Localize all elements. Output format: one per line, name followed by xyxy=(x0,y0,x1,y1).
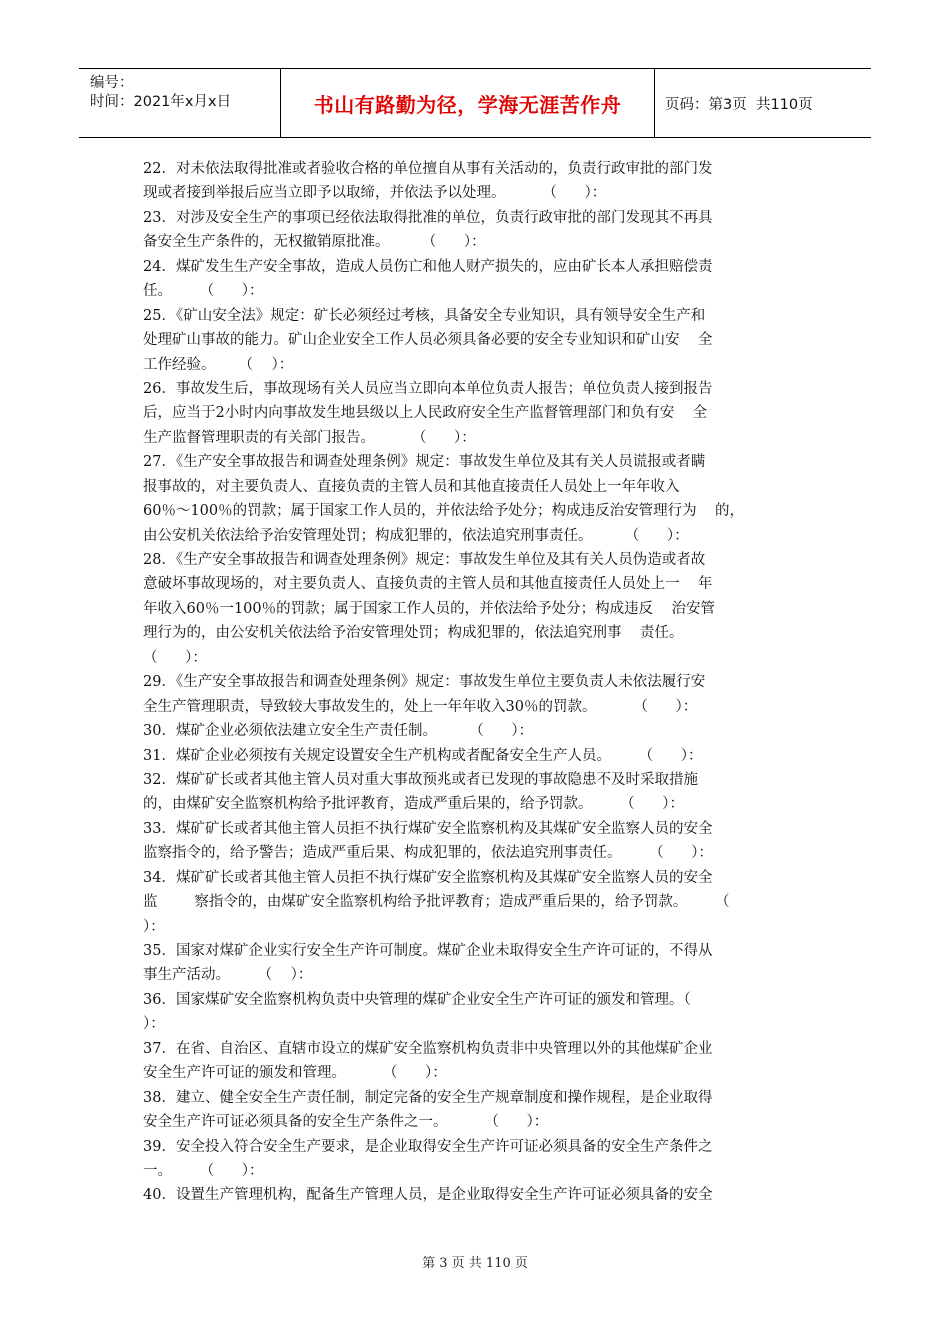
body-text-line: 35．国家对煤矿企业实行安全生产许可制度。煤矿企业未取得安全生产许可证的，不得从 xyxy=(143,943,713,959)
body-text-line: （ ）： xyxy=(143,649,207,666)
document-body xyxy=(143,157,813,1208)
body-text-line: 意破坏事故现场的，对主要负责人、直接负责的主管人员和其他直接责任人员处上一 年 xyxy=(143,576,713,593)
body-text-line: 23．对涉及安全生产的事项已经依法取得批准的单位，负责行政审批的部门发现其不再具 xyxy=(143,209,713,226)
body-text-line: 备安全生产条件的，无权撤销原批准。 （ ）： xyxy=(143,234,486,251)
body-text-line: 处理矿山事故的能力。矿山企业安全工作人员必须具备必要的安全专业知识和矿山安 全 xyxy=(143,332,713,349)
body-text-line: 36．国家煤矿安全监察机构负责中央管理的煤矿企业安全生产许可证的颁发和管理。（ xyxy=(143,991,691,1008)
body-text-line: 28．《生产安全事故报告和调查处理条例》规定：事故发生单位及其有关人员伪造或者故 xyxy=(143,552,706,568)
body-text-line: 现或者接到举报后应当立即予以取缔，并依法予以处理。 （ ）： xyxy=(143,185,607,202)
body-text-line: 事生产活动。 （ ）： xyxy=(143,967,313,984)
body-text-line: 工作经验。 （ ）： xyxy=(143,356,294,373)
body-text-line: 任。 （ ）： xyxy=(143,283,264,300)
body-text-line: 40．设置生产管理机构，配备生产管理人员，是企业取得安全生产许可证必须具备的安全 xyxy=(143,1187,713,1204)
body-text-line: 22．对未依法取得批准或者验收合格的单位擅自从事有关活动的，负责行政审批的部门发 xyxy=(143,161,713,177)
body-text-line: 37．在省、自治区、直辖市设立的煤矿安全监察机构负责非中央管理以外的其他煤矿企业 xyxy=(143,1040,713,1057)
body-text-line: 报事故的，对主要负责人、直接负责的主管人员和其他直接责任人员处上一年年收入 xyxy=(143,478,680,495)
body-text-line: 38．建立、健全安全生产责任制，制定完备的安全生产规章制度和操作规程，是企业取得 xyxy=(143,1089,713,1106)
body-text-line: 全生产管理职责，导致较大事故发生的，处上一年年收入30％的罚款。 （ ）： xyxy=(143,698,698,715)
body-text-line: 后，应当于2小时内向事故发生地县级以上人民政府安全生产监督管理部门和负有安 全 xyxy=(143,405,708,422)
body-text-line: 30．煤矿企业必须依法建立安全生产责任制。 （ ）： xyxy=(143,723,534,740)
body-text-line: 26．事故发生后，事故现场有关人员应当立即向本单位负责人报告；单位负责人接到报告 xyxy=(143,380,713,397)
body-text-line: 31．煤矿企业必须按有关规定设置安全生产机构或者配备安全生产人员。 （ ）： xyxy=(143,747,703,764)
body-text-line: 安全生产许可证的颁发和管理。 （ ）： xyxy=(143,1065,447,1082)
footer-page-number: 第 3 页 共 110 页 xyxy=(422,1256,528,1271)
body-text-line: 25．《矿山安全法》规定：矿长必须经过考核，具备安全专业知识，具有领导安全生产和 xyxy=(143,307,706,324)
body-text-line: 39．安全投入符合安全生产要求，是企业取得安全生产许可证必须具备的安全生产条件之 xyxy=(143,1138,713,1155)
body-text-line: 24．煤矿发生生产安全事故，造成人员伤亡和他人财产损失的，应由矿长本人承担赔偿责 xyxy=(143,258,713,275)
body-text-line: ）： xyxy=(143,918,165,935)
body-text-line: 安全生产许可证必须具备的安全生产条件之一。 （ ）： xyxy=(143,1114,549,1131)
body-text-line: 一。 （ ）： xyxy=(143,1162,264,1179)
body-text-line: 27．《生产安全事故报告和调查处理条例》规定：事故发生单位及其有关人员谎报或者瞒 xyxy=(143,454,706,471)
body-text-line: 监察指令的，给予警告；造成严重后果、构成犯罪的，依法追究刑事责任。 （ ）： xyxy=(143,845,714,862)
body-text-line: 34．煤矿矿长或者其他主管人员拒不执行煤矿安全监察机构及其煤矿安全监察人员的安全 xyxy=(143,869,713,886)
body-text-line: 生产监督管理职责的有关部门报告。 （ ）： xyxy=(143,429,476,446)
body-text-line: 60％～100％的罚款；属于国家工作人员的，并依法给予处分；构成违反治安管理行为 的， xyxy=(143,503,745,520)
body-text-line: 监 察指令的，由煤矿安全监察机构给予批评教育；造成严重后果的，给予罚款。 （ xyxy=(143,894,730,911)
number-label: 编号： xyxy=(90,75,134,91)
body-text-line: ）： xyxy=(143,1016,165,1033)
body-text-line: 29．《生产安全事故报告和调查处理条例》规定：事故发生单位主要负责人未依法履行安 xyxy=(143,674,706,691)
page-header xyxy=(79,68,871,138)
header-page-cell xyxy=(655,69,871,137)
body-text-line: 32．煤矿矿长或者其他主管人员对重大事故预兆或者已发现的事故隐患不及时采取措施 xyxy=(143,771,698,788)
header-meta-cell xyxy=(79,69,281,137)
body-text-line: 年收入60％一100％的罚款；属于国家工作人员的，并依法给予处分；构成违反 治安管 xyxy=(143,600,716,617)
time-label: 时间：2021年x月x日 xyxy=(90,94,232,110)
body-text-line: 的，由煤矿安全监察机构给予批评教育，造成严重后果的，给予罚款。 （ ）： xyxy=(143,796,685,813)
body-text-line: 33．煤矿矿长或者其他主管人员拒不执行煤矿安全监察机构及其煤矿安全监察人员的安全 xyxy=(143,820,713,837)
motto-text: 书山有路勤为径，学海无涯苦作舟 xyxy=(313,92,622,117)
body-text-line: 理行为的，由公安机关依法给予治安管理处罚；构成犯罪的，依法追究刑事 责任。 xyxy=(143,625,684,642)
page-footer xyxy=(0,1252,950,1271)
page-info: 页码：第3页 共110页 xyxy=(665,96,813,113)
body-text-line: 由公安机关依法给予治安管理处罚；构成犯罪的，依法追究刑事责任。 （ ）： xyxy=(143,527,689,544)
header-motto-cell xyxy=(281,69,655,137)
